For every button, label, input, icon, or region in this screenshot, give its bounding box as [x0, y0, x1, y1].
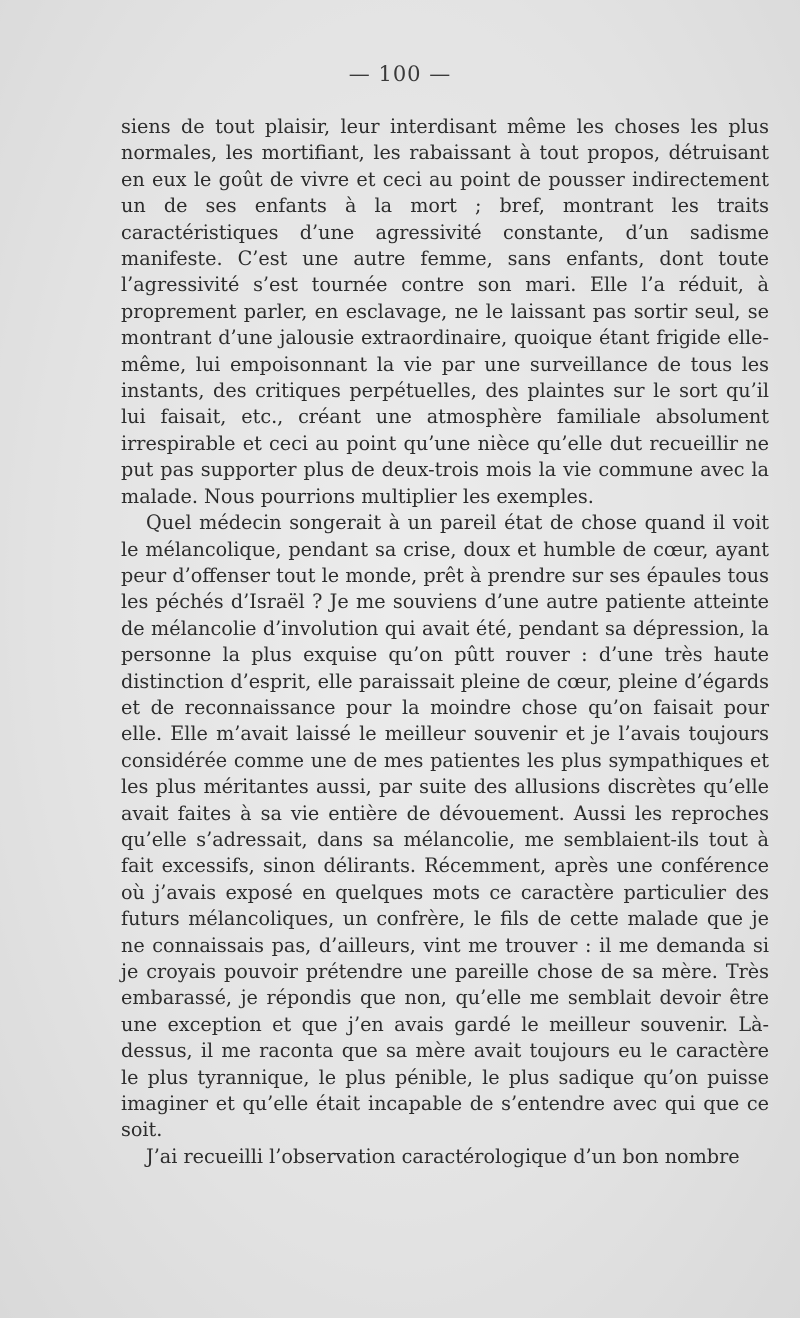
paragraph-melancholic-patient: Quel médecin songerait à un pareil état de chose quand il voit le mélancolique, pendant sa crise, doux et humble de cœur, ayant peur d’offenser tout le monde, prêt à prendre sur ses épaules tous les péchés d’Israël ? Je me souviens d’une autre patiente atteinte de mélancolie d’involution qui avait été, pendant sa dépression, la personne la plus exquise qu’on pûtt rouver : d’une très haute distinction d’esprit, elle paraissait pleine de cœur, pleine d’égards et de reconnaissance pour la moindre chose qu’on faisait pour elle. Elle m’avait laissé le meilleur souvenir et je l’avais toujours considérée comme une de mes patientes les plus sympathiques et les plus méritantes aussi, par suite des allusions discrètes qu’elle avait faites à sa vie entière de dévouement. Aussi les reproches qu’elle s’adressait, dans sa mélancolie, me semblaient-ils tout à fait excessifs, sinon délirants. Récemment, après une conférence où j’avais exposé en quelques mots ce caractère particulier des futurs mélancoliques, un confrère, le fils de cette malade que je ne connaissais pas, d’ailleurs, vint me trouver : il me demanda si je croyais pouvoir prétendre une pareille chose de sa mère. Très embarassé, je répondis que non, qu’elle me semblait devoir être une exception et que j’en avais gardé le meilleur souvenir. Là-dessus, il me raconta que sa mère avait toujours eu le caractère le plus tyrannique, le plus pénible, le plus sadique qu’on puisse imaginer et qu’elle était incapable de s’entendre avec qui que ce soit. — [121, 511, 769, 1142]
body-text — [121, 114, 769, 1170]
page-number: — 100 — — [348, 62, 452, 86]
paragraph-observation: J’ai recueilli l’observation caractérologique d’un bon nombre — [146, 1144, 740, 1168]
paragraph-continuation: siens de tout plaisir, leur interdisant même les choses les plus normales, les mortifiant, les rabaissant à tout propos, détruisant en eux le goût de vivre et ceci au point de pousser indirectement un de ses enfants à la mort ; bref, montrant les traits caractéristiques d’une agressivité constante, d’un sadisme manifeste. C’est une autre femme, sans enfants, dont toute l’agressivité s’est tournée contre son mari. Elle l’a réduit, à proprement parler, en esclavage, ne le laissant pas sortir seul, se montrant d’une jalousie extraordinaire, quoique étant frigide elle-même, lui empoisonnant la vie par une surveillance de tous les instants, des critiques perpétuelles, des plaintes sur le sort qu’il lui faisait, etc., créant une atmosphère familiale absolument irrespirable et ceci au point qu’une nièce qu’elle dut recueillir ne put pas supporter plus de deux-trois mois la vie commune avec la malade. Nous pourrions multiplier les exemples. — [121, 115, 769, 508]
